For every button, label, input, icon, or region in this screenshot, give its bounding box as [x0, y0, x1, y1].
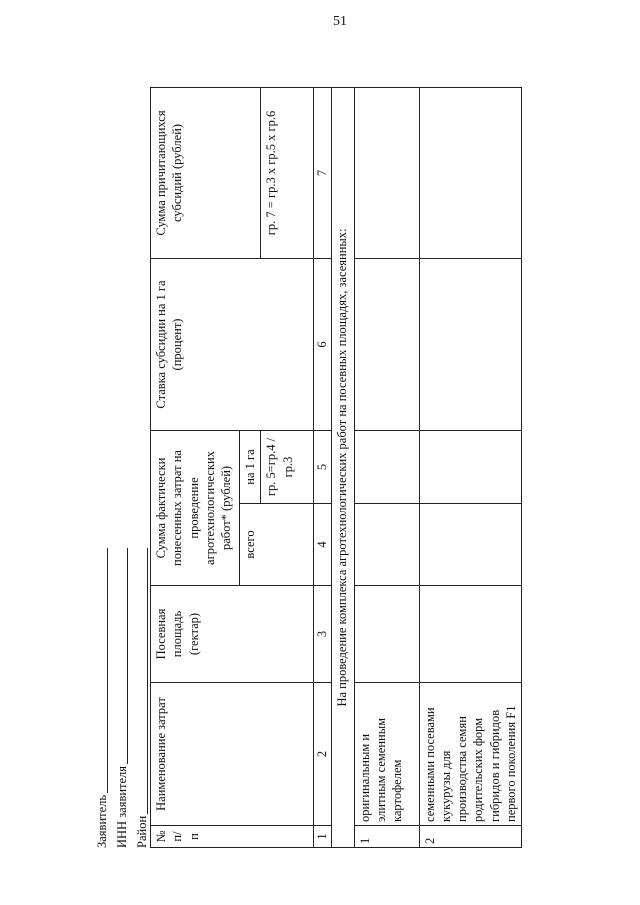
row-name: семенными посевами кукурузы для производства семян родительских форм гибридов и гибридов первого поколения F1	[419, 683, 522, 826]
applicant-line	[88, 548, 108, 848]
row-cost-per-ha-cell[interactable]	[354, 430, 419, 503]
row-name: оригинальным и элитным семенным картофелем	[354, 683, 419, 826]
col-header-area: Посевная площадь (гектар)	[151, 586, 314, 683]
formula-per-ha: гр. 5=гр.4 / гр.3	[261, 430, 314, 503]
col-header-name: Наименование затрат	[151, 683, 314, 826]
row-cost-total-cell[interactable]	[354, 504, 419, 586]
row-rate-cell[interactable]	[419, 258, 522, 430]
row-subsidy-cell[interactable]	[354, 87, 419, 258]
col-header-num: № п/п	[151, 826, 314, 848]
row-area-cell[interactable]	[354, 586, 419, 683]
column-number: 1	[314, 826, 331, 848]
section-title: На проведение комплекса агротехнологических работ на посевных площадях, засеянных:	[331, 87, 354, 847]
column-number: 6	[314, 258, 331, 430]
applicant-label: Заявитель	[94, 794, 109, 848]
district-label: Район	[134, 815, 149, 848]
page-number: 51	[333, 14, 347, 29]
applicant-blank[interactable]	[107, 548, 108, 793]
row-rate-cell[interactable]	[354, 258, 419, 430]
row-subsidy-cell[interactable]	[419, 87, 522, 258]
col-header-cost-total: всего	[240, 504, 314, 586]
row-cost-total-cell[interactable]	[419, 504, 522, 586]
header-row-1	[151, 87, 240, 847]
row-num: 1	[354, 826, 419, 848]
rotated-form	[88, 88, 636, 848]
inn-label: ИНН заявителя	[114, 765, 129, 848]
applicant-header	[88, 548, 148, 848]
column-number: 5	[314, 430, 331, 503]
column-number: 3	[314, 586, 331, 683]
column-numbers-row	[314, 87, 331, 847]
district-blank[interactable]	[147, 548, 148, 814]
col-header-subsidy: Сумма причитающихся субсидий (рублей)	[151, 87, 261, 258]
column-number: 2	[314, 683, 331, 826]
table-row	[419, 87, 522, 847]
col-header-cost-group: Сумма фактически понесенных затрат на проведение агротехнологических работ* (рублей)	[151, 430, 240, 585]
inn-line	[108, 548, 128, 848]
table-row	[354, 87, 419, 847]
formula-subsidy: гр. 7 = гр.3 х гр.5 х гр.6	[261, 87, 314, 258]
district-line	[128, 548, 148, 848]
section-row	[331, 87, 354, 847]
subsidy-table	[150, 87, 522, 848]
inn-blank[interactable]	[127, 548, 128, 764]
row-num: 2	[419, 826, 522, 848]
column-number: 4	[314, 504, 331, 586]
col-header-rate: Ставка субсидии на 1 га (процент)	[151, 258, 314, 430]
row-cost-per-ha-cell[interactable]	[419, 430, 522, 503]
column-number: 7	[314, 87, 331, 258]
col-header-cost-per-ha: на 1 га	[240, 430, 261, 503]
row-area-cell[interactable]	[419, 586, 522, 683]
